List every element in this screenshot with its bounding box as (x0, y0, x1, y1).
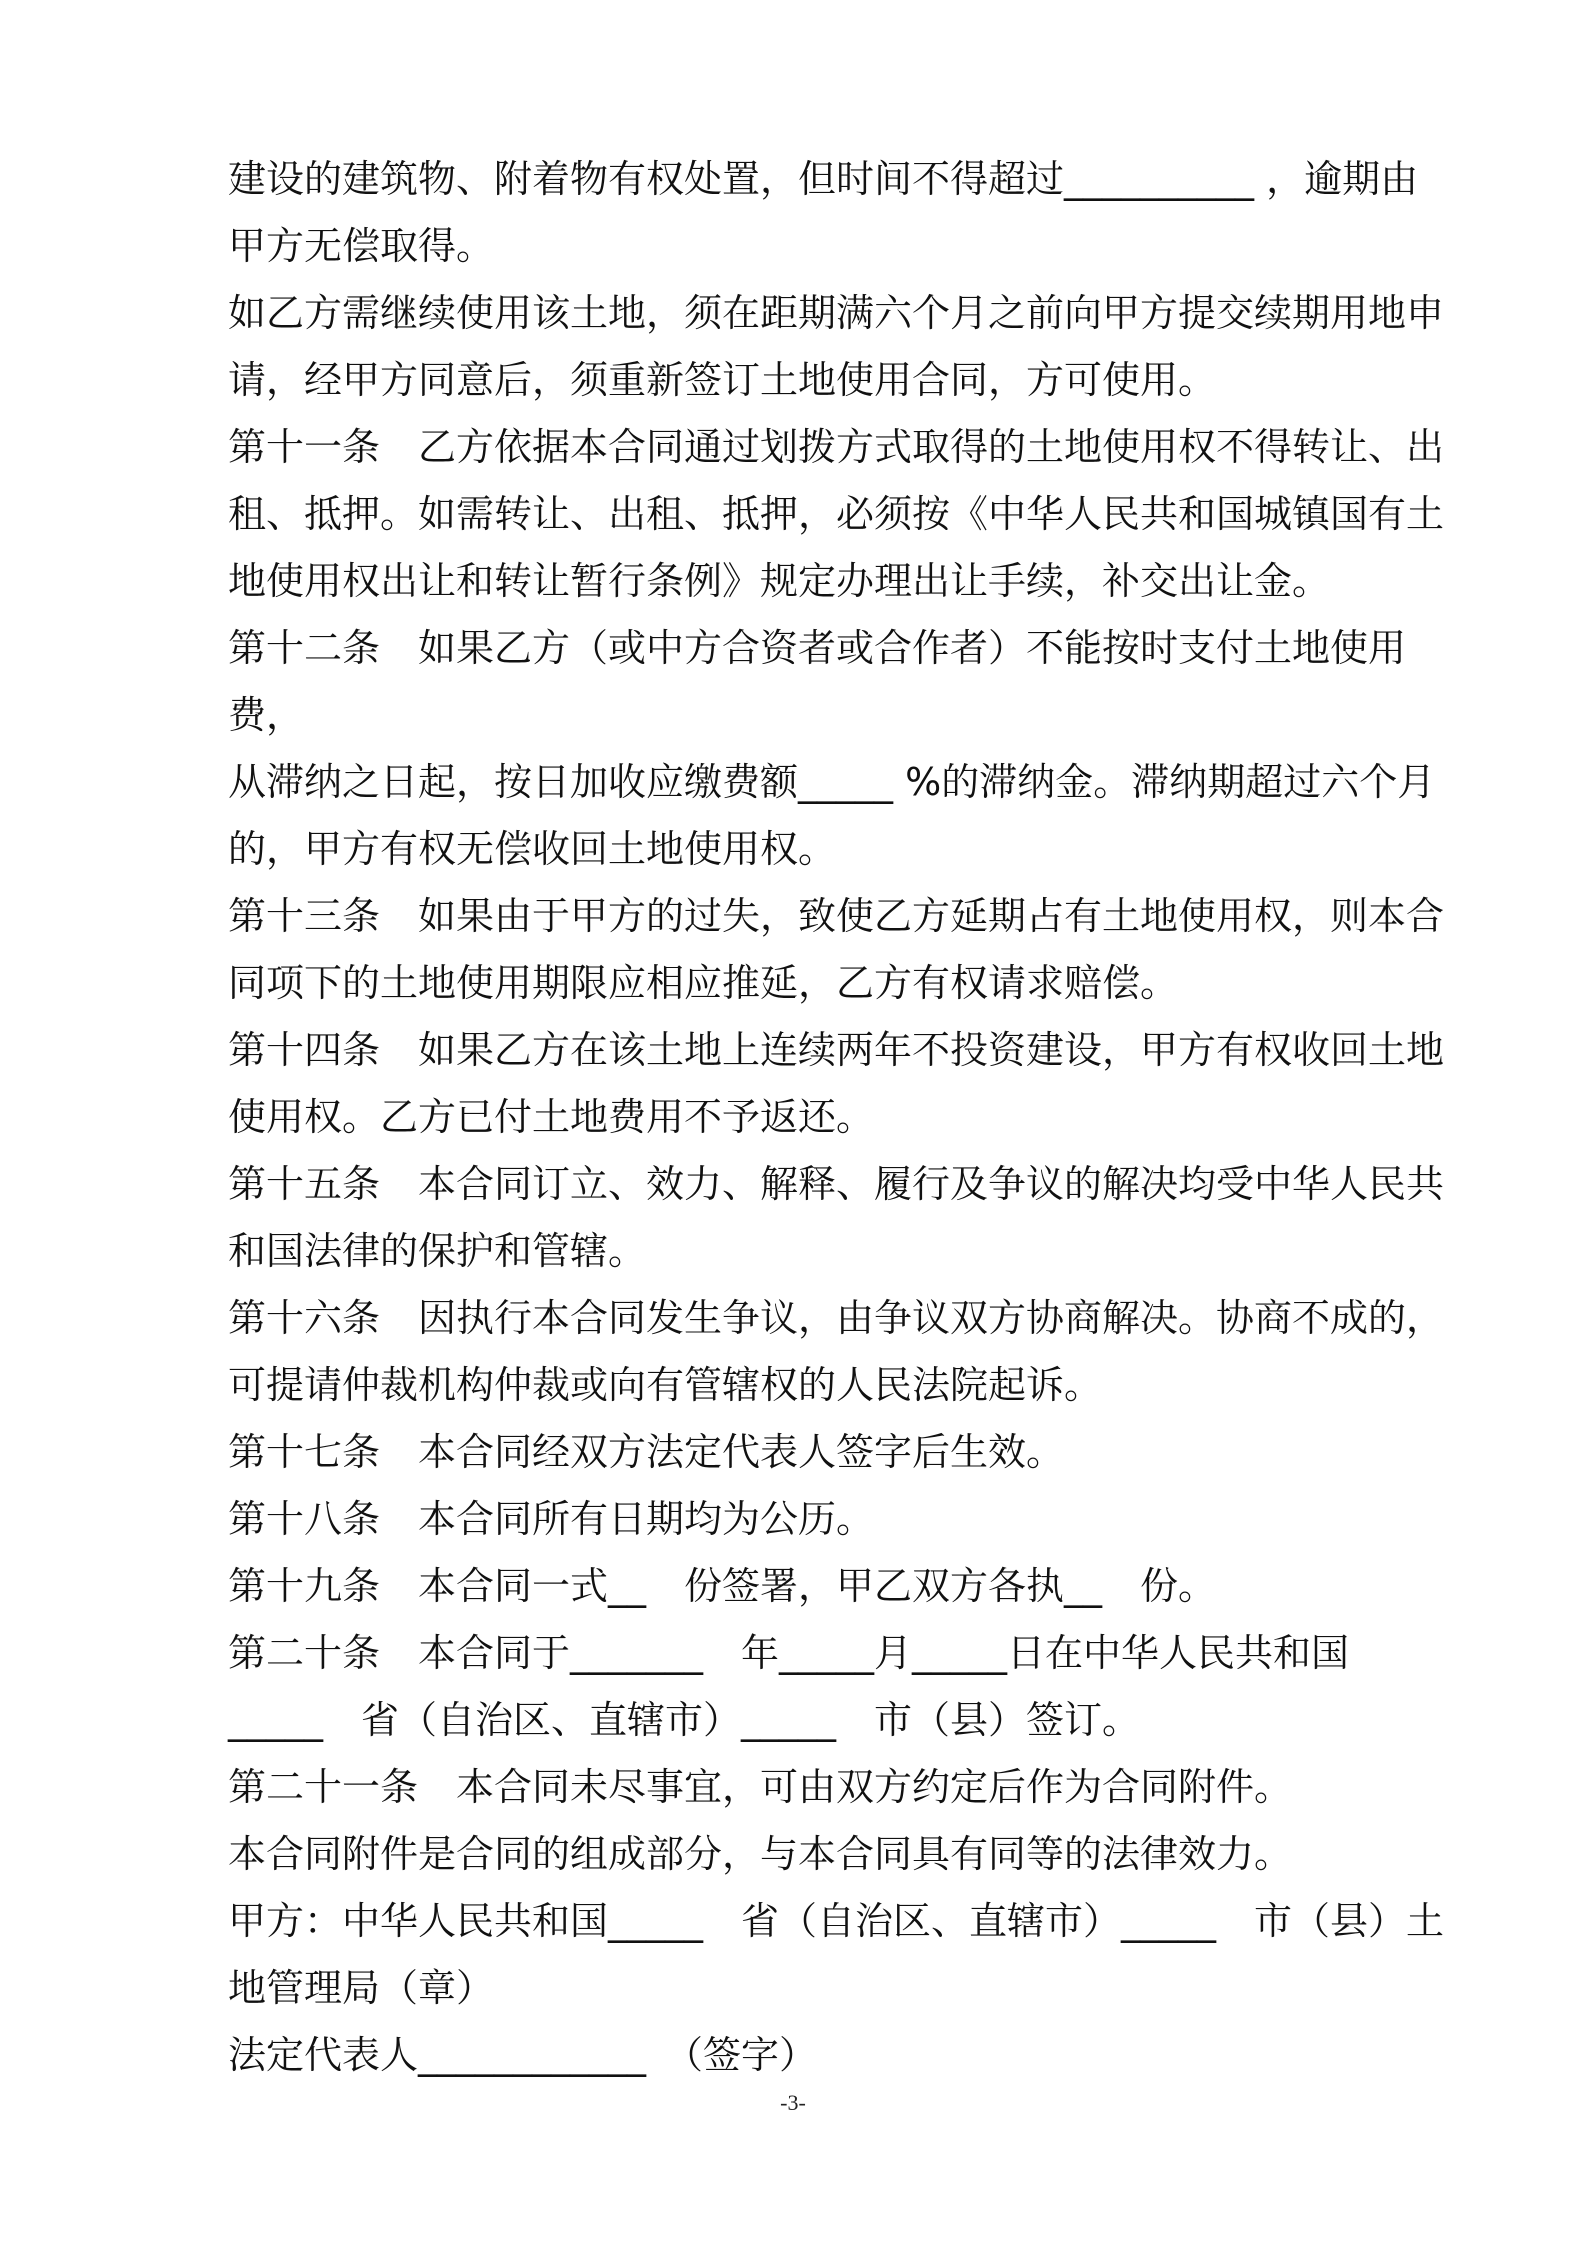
article-15-line: 第十五条 本合同订立、效力、解释、履行及争议的解决均受中华人民共 (228, 1162, 1445, 1206)
article-11-line: 第十一条 乙方依据本合同通过划拨方式取得的土地使用权不得转让、出 (228, 425, 1445, 469)
text-line: 如乙方需继续使用该土地，须在距期满六个月之前向甲方提交续期用地申 (228, 291, 1445, 335)
text-line: 使用权。乙方已付土地费用不予返还。 (228, 1095, 875, 1139)
article-13-line: 第十三条 如果由于甲方的过失，致使乙方延期占有土地使用权，则本合 (228, 894, 1445, 938)
article-21-line: 第二十一条 本合同未尽事宜，可由双方约定后作为合同附件。 (228, 1765, 1293, 1809)
text-line: 甲方无偿取得。 (228, 224, 495, 268)
text-line: 建设的建筑物、附着物有权处置，但时间不得超过__________ ，逾期由 (228, 157, 1419, 201)
text-line: 和国法律的保护和管辖。 (228, 1229, 647, 1273)
text-line: 地管理局（章） (228, 1966, 495, 2010)
article-18-line: 第十八条 本合同所有日期均为公历。 (228, 1497, 875, 1541)
legal-representative-line: 法定代表人____________ （签字） (228, 2033, 818, 2077)
article-12-line: 第十二条 如果乙方（或中方合资者或合作者）不能按时支付土地使用费， (228, 626, 1407, 737)
text-line: 可提请仲裁机构仲裁或向有管辖权的人民法院起诉。 (228, 1363, 1103, 1407)
article-14-line: 第十四条 如果乙方在该土地上连续两年不投资建设，甲方有权收回土地 (228, 1028, 1445, 1072)
text-line: 同项下的土地使用期限应相应推延，乙方有权请求赔偿。 (228, 961, 1179, 1005)
text-line: 租、抵押。如需转让、出租、抵押，必须按《中华人民共和国城镇国有土 (228, 492, 1445, 536)
article-17-line: 第十七条 本合同经双方法定代表人签字后生效。 (228, 1430, 1065, 1474)
text-line: 的，甲方有权无偿收回土地使用权。 (228, 827, 837, 871)
page-number: -3- (780, 2090, 806, 2115)
article-20-line: 第二十条 本合同于_______ 年_____月_____日在中华人民共和国 (228, 1631, 1350, 1675)
text-line: _____ 省（自治区、直辖市）_____ 市（县）签订。 (228, 1698, 1141, 1742)
article-16-line: 第十六条 因执行本合同发生争议，由争议双方协商解决。协商不成的， (228, 1296, 1445, 1340)
text-line: 本合同附件是合同的组成部分，与本合同具有同等的法律效力。 (228, 1832, 1293, 1876)
article-19-line: 第十九条 本合同一式__ 份签署，甲乙双方各执__ 份。 (228, 1564, 1217, 1608)
document-body (228, 146, 1448, 2089)
party-a-line: 甲方：中华人民共和国_____ 省（自治区、直辖市）_____ 市（县）土 (228, 1899, 1445, 1943)
text-line: 请，经甲方同意后，须重新签订土地使用合同，方可使用。 (228, 358, 1217, 402)
text-line: 地使用权出让和转让暂行条例》规定办理出让手续，补交出让金。 (228, 559, 1331, 603)
text-line: 从滞纳之日起，按日加收应缴费额_____ %的滞纳金。滞纳期超过六个月 (228, 760, 1436, 804)
